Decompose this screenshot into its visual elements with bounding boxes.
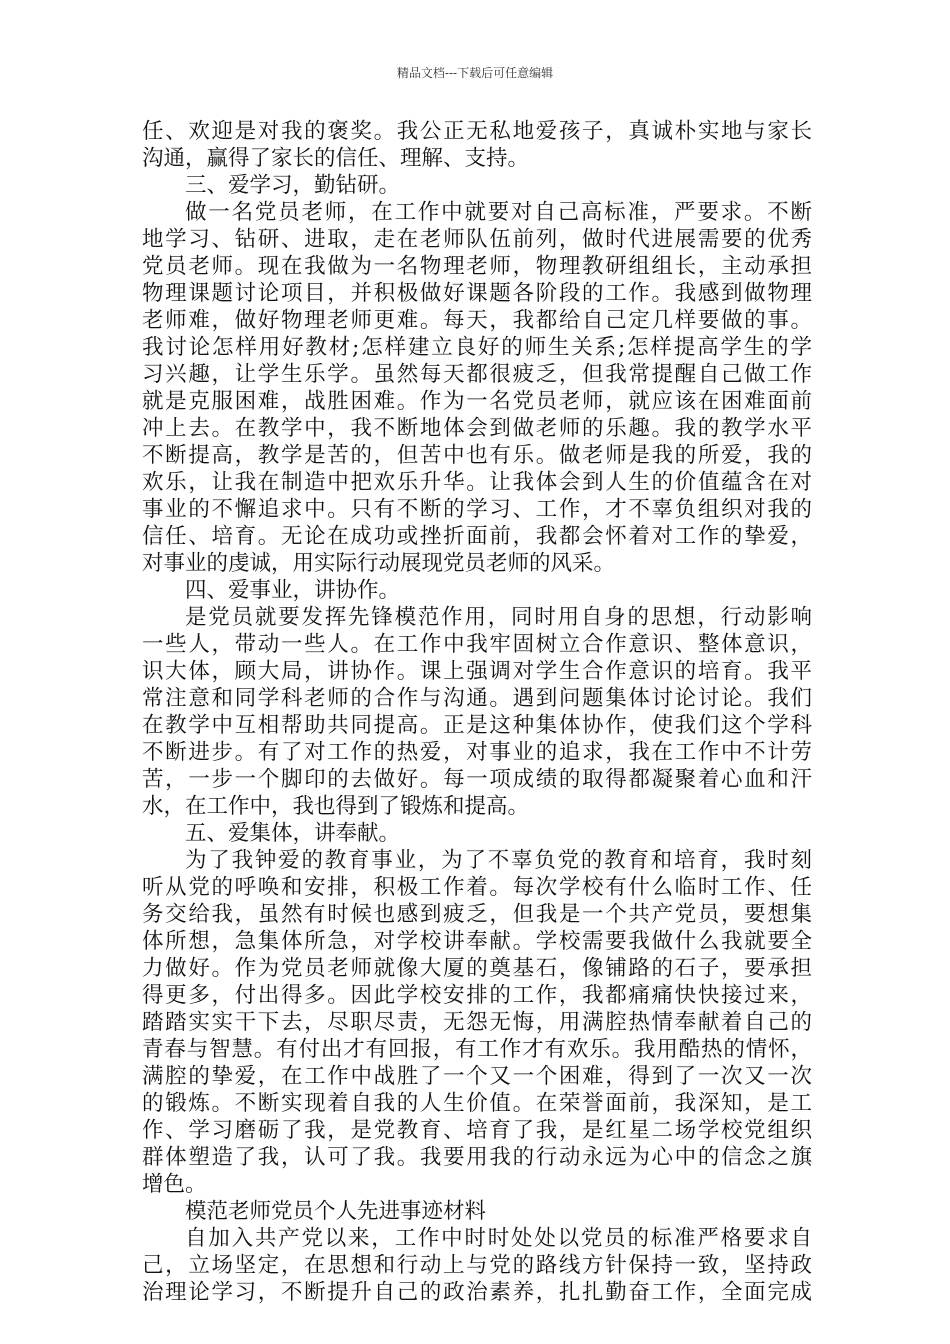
text-line: 信任、培育。无论在成功或挫折面前，我都会怀着对工作的挚爱， (142, 524, 812, 549)
text-line: 老师难，做好物理老师更难。每天，我都给自己定几样要做的事。 (142, 308, 812, 333)
text-line: 踏踏实实干下去，尽职尽责，无怨无悔，用满腔热情奉献着自己的 (142, 1010, 812, 1035)
text-line: 沟通，赢得了家长的信任、理解、支持。 (142, 146, 530, 171)
text-line: 党员老师。现在我做为一名物理老师，物理教研组组长，主动承担 (142, 254, 812, 279)
text-line: 识大体，顾大局，讲协作。课上强调对学生合作意识的培育。我平 (142, 659, 812, 684)
text-line: 五、爱集体，讲奉献。 (185, 821, 401, 846)
text-line: 欢乐，让我在制造中把欢乐升华。让我体会到人生的价值蕴含在对 (142, 470, 812, 495)
text-line: 体所想，急集体所急，对学校讲奉献。学校需要我做什么我就要全 (142, 929, 812, 954)
text-line: 不断提高，教学是苦的，但苦中也有乐。做老师是我的所爱，我的 (142, 443, 812, 468)
text-line: 我讨论怎样用好教材;怎样建立良好的师生关系;怎样提高学生的学 (142, 335, 812, 360)
text-line: 地学习、钻研、进取，走在老师队伍前列，做时代进展需要的优秀 (142, 227, 812, 252)
text-line: 三、爱学习，勤钻研。 (185, 173, 401, 198)
document-body (142, 118, 812, 1306)
text-line: 就是克服困难，战胜困难。作为一名党员老师，就应该在困难面前 (142, 389, 812, 414)
text-line: 习兴趣，让学生乐学。虽然每天都很疲乏，但我常提醒自己做工作 (142, 362, 812, 387)
text-line: 常注意和同学科老师的合作与沟通。遇到问题集体讨论讨论。我们 (142, 686, 812, 711)
text-line: 的锻炼。不断实现着自我的人生价值。在荣誉面前，我深知，是工 (142, 1091, 812, 1116)
text-line: 增色。 (142, 1172, 207, 1197)
text-line: 在教学中互相帮助共同提高。正是这种集体协作，使我们这个学科 (142, 713, 812, 738)
text-line: 对事业的虔诚，用实际行动展现党员老师的风采。 (142, 551, 616, 576)
text-line: 自加入共产党以来，工作中时时处处以党员的标准严格要求自 (185, 1226, 812, 1251)
text-line: 听从党的呼唤和安排，积极工作着。每次学校有什么临时工作、任 (142, 875, 812, 900)
page-header: 精品文档---下载后可任意编辑 (396, 66, 554, 80)
text-line: 任、欢迎是对我的褒奖。我公正无私地爱孩子，真诚朴实地与家长 (142, 119, 812, 144)
text-line: 得更多，付出得多。因此学校安排的工作，我都痛痛快快接过来， (142, 983, 812, 1008)
text-line: 青春与智慧。有付出才有回报，有工作才有欢乐。我用酷热的情怀， (142, 1037, 812, 1062)
text-line: 群体塑造了我，认可了我。我要用我的行动永远为心中的信念之旗 (142, 1145, 812, 1170)
text-line: 是党员就要发挥先锋模范作用，同时用自身的思想，行动影响 (185, 605, 812, 630)
text-line: 己，立场坚定，在思想和行动上与党的路线方针保持一致，坚持政 (142, 1253, 812, 1278)
text-line: 冲上去。在教学中，我不断地体会到做老师的乐趣。我的教学水平 (142, 416, 812, 441)
text-line: 苦，一步一个脚印的去做好。每一项成绩的取得都凝聚着心血和汗 (142, 767, 812, 792)
text-line: 力做好。作为党员老师就像大厦的奠基石，像铺路的石子，要承担 (142, 956, 812, 981)
text-line: 治理论学习，不断提升自己的政治素养，扎扎勤奋工作，全面完成 (142, 1280, 812, 1305)
text-line: 满腔的挚爱，在工作中战胜了一个又一个困难，得到了一次又一次 (142, 1064, 812, 1089)
text-line: 模范老师党员个人先进事迹材料 (185, 1199, 487, 1224)
text-line: 物理课题讨论项目，并积极做好课题各阶段的工作。我感到做物理 (142, 281, 812, 306)
text-line: 一些人，带动一些人。在工作中我牢固树立合作意识、整体意识， (142, 632, 812, 657)
text-line: 事业的不懈追求中。只有不断的学习、工作，才不辜负组织对我的 (142, 497, 812, 522)
text-line: 务交给我，虽然有时候也感到疲乏，但我是一个共产党员，要想集 (142, 902, 812, 927)
text-line: 不断进步。有了对工作的热爱，对事业的追求，我在工作中不计劳 (142, 740, 812, 765)
text-line: 为了我钟爱的教育事业，为了不辜负党的教育和培育，我时刻 (185, 848, 812, 873)
text-line: 做一名党员老师，在工作中就要对自己高标准，严要求。不断 (185, 200, 812, 225)
text-line: 水，在工作中，我也得到了锻炼和提高。 (142, 794, 530, 819)
text-line: 作、学习磨砺了我，是党教育、培育了我，是红星二场学校党组织 (142, 1118, 812, 1143)
text-line: 四、爱事业，讲协作。 (185, 578, 401, 603)
